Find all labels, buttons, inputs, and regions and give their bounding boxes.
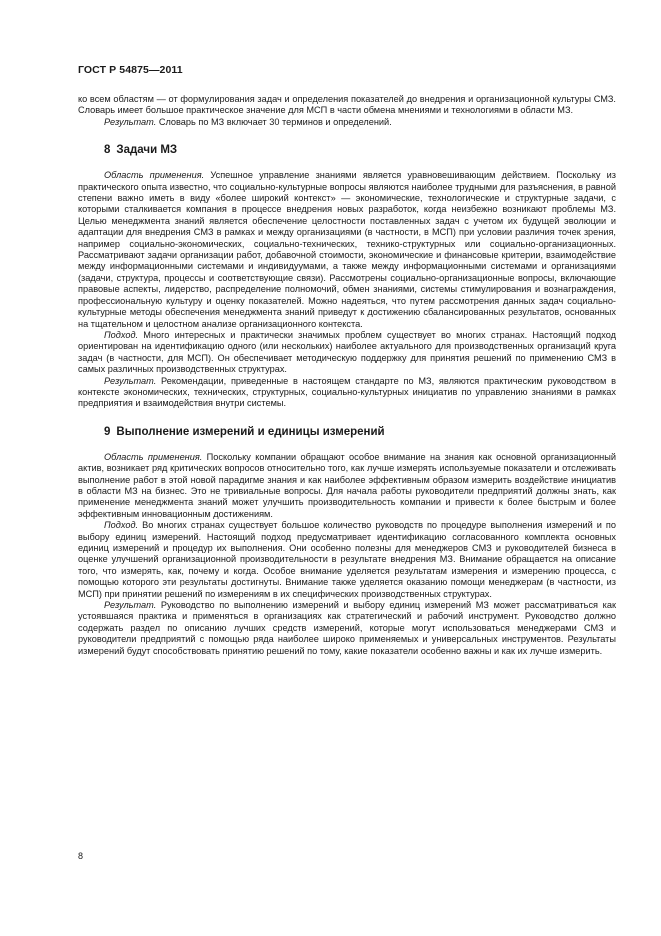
- intro-continuation: [78, 94, 616, 117]
- result-lead: Результат.: [104, 116, 157, 127]
- section-9-number: 9: [104, 425, 111, 438]
- scope-text: Поскольку компании обращают особое внимание на знания как основной организационный актив, возникает ряд критических вопросов относительно того, как лучше измерять используемые показатели и отслеживать выполнение работ в этой новой парадигме знания и как наиболее эффективным образом измерить воздействие инициатив в области МЗ на бизнес. Это не тривиальные вопросы. Для начала работы руководители предприятий должны знать, как применение менеджмента знаний может улучшить производительность компании и привести к более быстрым и более эффективным инновационным достижениям.: [78, 451, 616, 519]
- section-8-scope-paragraph: [78, 170, 616, 330]
- section-9-result-paragraph: [78, 600, 616, 657]
- scope-text: Успешное управление знаниями является уравновешивающим действием. Поскольку из практического опыта известно, что социально-культурные вопросы являются наиболее трудными для разъяснения, в равной степени важно иметь в виду «более широкий контекст» — экономические, технологические и структурные задачи, с которыми сталкивается компания в процессе внедрения новых разработок, когда неизбежно возникают проблемы МЗ. Целью менеджмента знаний является обеспечение целостности поставленных задач с учетом их будущей эволюции и адаптации для внедрения СМЗ в рамках и между организациями (в частности, в МСП) при условии различия точек зрения, например социально-экономических, социально-технических, технико-структурных или социально-организационных. Рассматривают задачи организации работ, добавочной стоимости, экономические и финансовые критерии, взаимодействие между информационными системами и индивидуумами, а также между информационными системами и организациями (задачи, структура, процессы и соответствующие связи). Рассмотрены социально-организационные вопросы, включающие правовые аспекты, лидерство, распределение полномочий, обмен знаниями, системы стимулирования и вознаграждения, профессиональную культуру и оценку показателей. Можно надеяться, что путем рассмотрения данных задач социально-культурные методы обеспечения менеджмента знаний приведут к достижению сбалансированных результатов, основанных на тщательном и целостном анализе организационного контекста.: [78, 170, 616, 329]
- standard-designation: ГОСТ Р 54875—2011: [78, 64, 183, 76]
- approach-text: Во многих странах существует большое количество руководств по процедуре выполнения измерений и по выбору единиц измерений. Настоящий подход предусматривает идентификацию согласованного комплекта основных единиц измерений и процедур их выполнения. Они особенно полезны для менеджеров СМЗ и руководителей бизнеса в оценке улучшений организационной производительности в результате внедрения МЗ. Внимание обращается на описание того, что измерять, как, почему и когда. Особое внимание уделяется результатам измерения и измерению процесса, с помощью которого эти результаты достигнуты. Внимание также уделяется оказанию помощи менеджерам (в частности, из МСП) при принятии решений по измерениям в их специфических производственных структурах.: [78, 520, 616, 599]
- section-9-scope-paragraph: [78, 452, 616, 520]
- section-8-number: 8: [104, 144, 111, 157]
- approach-text: Много интересных и практически значимых проблем существует во многих странах. Настоящий подход ориентирован на идентификацию одного (или нескольких) наиболее актуального для производственных организаций круга задач (в частности, для МСП). Он обеспечивает методическую поддержку для принятия решений по применению СМЗ в самых различных производственных структурах.: [78, 329, 616, 375]
- section-9-title: Выполнение измерений и единицы измерений: [116, 425, 385, 438]
- scope-lead: Область применения.: [104, 170, 205, 181]
- approach-lead: Подход.: [104, 520, 139, 531]
- scope-lead: Область применения.: [104, 451, 203, 462]
- section-8-approach-paragraph: [78, 330, 616, 376]
- result-text: Рекомендации, приведенные в настоящем стандарте по МЗ, являются практическим руководством в контексте экономических, технических, структурных, социально-культурных инициатив по управлению знаниями в рамках предприятия и взаимодействия внутри системы.: [78, 375, 616, 409]
- section-8-result-paragraph: [78, 376, 616, 410]
- section-8-title: Задачи МЗ: [116, 144, 178, 157]
- document-page: [78, 64, 616, 657]
- result-text: Руководство по выполнению измерений и выбору единиц измерений МЗ может рассматриваться как устоявшаяся практика и применяться в организациях как стратегический и рабочий инструмент. Руководство должно содержать раздел по описанию лучших средств измерений, которые могут использоваться менеджерами СМЗ и руководители предприятий с помощью ряда наиболее широко применяемых и универсальных инструментов. Результаты измерений будут способствовать принятию решений по тому, какие показатели особенно важны и как их лучше измерить.: [78, 600, 616, 656]
- section-8-heading: [104, 144, 616, 156]
- result-lead: Результат.: [104, 600, 157, 611]
- result-lead: Результат.: [104, 375, 157, 386]
- intro-result-paragraph: [78, 117, 616, 128]
- section-9-approach-paragraph: [78, 520, 616, 600]
- page-number: 8: [78, 851, 84, 861]
- section-9-heading: [104, 426, 616, 438]
- approach-lead: Подход.: [104, 329, 139, 340]
- result-text: Словарь по МЗ включает 30 терминов и определений.: [156, 116, 392, 127]
- intro-continuation-text: ко всем областям — от формулирования задач и определения показателей до внедрения и организационной культуры СМЗ. Словарь имеет большое практическое значение для МСП в части обмена мнениями и технологиями в области МЗ.: [78, 94, 616, 116]
